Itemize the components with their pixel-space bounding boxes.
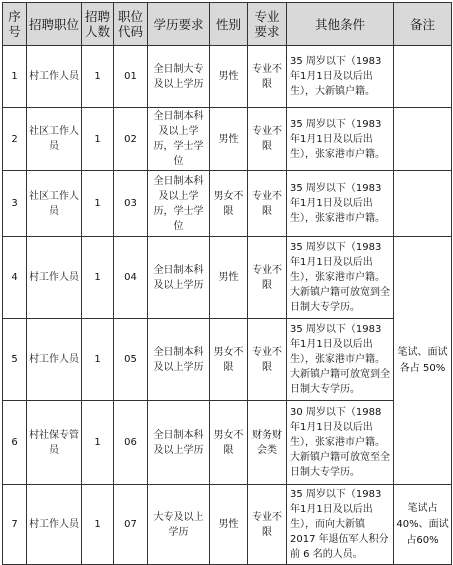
cell-gender: 男性 <box>210 108 248 171</box>
cell-code: 04 <box>114 237 148 319</box>
cell-education: 全日制本科及以上学历，学士学位 <box>148 108 210 171</box>
cell-gender: 男性 <box>210 237 248 319</box>
cell-no: 2 <box>3 108 27 171</box>
header-notes: 备注 <box>394 3 452 46</box>
header-code: 职位代码 <box>114 3 148 46</box>
header-row <box>3 3 452 46</box>
cell-position: 社区工作人员 <box>27 108 82 171</box>
cell-note-empty <box>394 108 452 171</box>
cell-major: 专业不限 <box>248 46 287 108</box>
cell-education: 全日制本科及以上学历 <box>148 401 210 485</box>
cell-gender: 男性 <box>210 46 248 108</box>
table-row <box>3 319 452 401</box>
cell-note-empty <box>394 171 452 237</box>
cell-position: 村工作人员 <box>27 319 82 401</box>
cell-education: 全日制大专及以上学历 <box>148 46 210 108</box>
cell-conditions: 35 周岁以下（1983年1月1日及以后出生），张家港市户籍。 <box>287 108 394 171</box>
cell-code: 03 <box>114 171 148 237</box>
cell-education: 全日制本科及以上学历，学士学位 <box>148 171 210 237</box>
cell-no: 3 <box>3 171 27 237</box>
cell-note-exam-50: 笔试、面试各占 50% <box>394 237 452 485</box>
header-conditions: 其他条件 <box>287 3 394 46</box>
cell-note-exam-40-60: 笔试占40%、面试占60% <box>394 485 452 565</box>
cell-code: 01 <box>114 46 148 108</box>
cell-conditions: 35 周岁以下（1983年1月1日及以后出生），张家港市户籍。 <box>287 171 394 237</box>
cell-count: 1 <box>82 46 114 108</box>
cell-conditions: 30 周岁以下（1988年1月1日及以后出生），张家港市户籍。大新镇户籍可放宽至全日制大专学历。 <box>287 401 394 485</box>
header-major: 专业要求 <box>248 3 287 46</box>
cell-gender: 男女不限 <box>210 319 248 401</box>
cell-major: 财务财会类 <box>248 401 287 485</box>
cell-code: 05 <box>114 319 148 401</box>
cell-count: 1 <box>82 319 114 401</box>
header-gender: 性别 <box>210 3 248 46</box>
cell-no: 4 <box>3 237 27 319</box>
header-no: 序号 <box>3 3 27 46</box>
cell-count: 1 <box>82 237 114 319</box>
table-row <box>3 46 452 108</box>
cell-count: 1 <box>82 401 114 485</box>
cell-major: 专业不限 <box>248 319 287 401</box>
cell-no: 6 <box>3 401 27 485</box>
cell-major: 专业不限 <box>248 171 287 237</box>
cell-no: 7 <box>3 485 27 565</box>
cell-education: 全日制本科及以上学历 <box>148 237 210 319</box>
recruitment-table <box>2 2 452 565</box>
header-position: 招聘职位 <box>27 3 82 46</box>
cell-count: 1 <box>82 108 114 171</box>
cell-position: 村工作人员 <box>27 237 82 319</box>
cell-education: 全日制本科及以上学历 <box>148 319 210 401</box>
cell-major: 专业不限 <box>248 485 287 565</box>
cell-education: 大专及以上学历 <box>148 485 210 565</box>
cell-position: 村工作人员 <box>27 485 82 565</box>
cell-note-empty <box>394 46 452 108</box>
cell-conditions: 35 周岁以下（1983年1月1日及以后出生），大新镇户籍。 <box>287 46 394 108</box>
cell-count: 1 <box>82 171 114 237</box>
cell-position: 村工作人员 <box>27 46 82 108</box>
table-row <box>3 237 452 319</box>
cell-code: 02 <box>114 108 148 171</box>
cell-gender: 男女不限 <box>210 171 248 237</box>
table-row <box>3 401 452 485</box>
table-row <box>3 485 452 565</box>
table-row <box>3 171 452 237</box>
cell-conditions: 35 周岁以下（1983年1月1日及以后出生），张家港市户籍。大新镇户籍可放宽到全日制大专学历。 <box>287 237 394 319</box>
cell-major: 专业不限 <box>248 108 287 171</box>
cell-gender: 男女不限 <box>210 401 248 485</box>
cell-gender: 男性 <box>210 485 248 565</box>
cell-no: 1 <box>3 46 27 108</box>
cell-count: 1 <box>82 485 114 565</box>
cell-position: 村社保专管员 <box>27 401 82 485</box>
cell-no: 5 <box>3 319 27 401</box>
cell-code: 07 <box>114 485 148 565</box>
table-row <box>3 108 452 171</box>
cell-major: 专业不限 <box>248 237 287 319</box>
header-education: 学历要求 <box>148 3 210 46</box>
header-count: 招聘人数 <box>82 3 114 46</box>
cell-code: 06 <box>114 401 148 485</box>
cell-conditions: 35 周岁以下（1983年1月1日及以后出生），张家港市户籍。大新镇户籍可放宽到全日制大专学历。 <box>287 319 394 401</box>
cell-conditions: 35 周岁以下（1983年1月1日及以后出生），而向大新镇2017 年退伍军人积分前 6 名的人员。 <box>287 485 394 565</box>
cell-position: 社区工作人员 <box>27 171 82 237</box>
